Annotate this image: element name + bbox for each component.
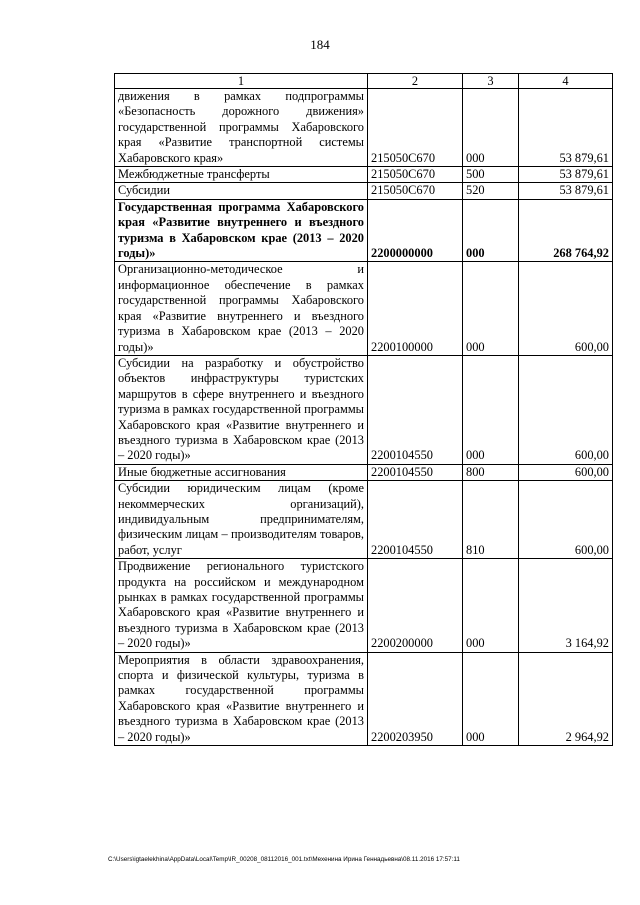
row-description: Организационно-методическое и информационное обеспечение в рамках государственной программы Хабаровского края «Развитие внутреннего и въездного туризма в Хабаровском крае (2013 – 2020 годы)»: [115, 262, 368, 355]
table-row: [115, 652, 613, 745]
row-expense-type: 800: [463, 464, 519, 480]
row-description: Субсидии: [115, 183, 368, 199]
row-amount: 600,00: [519, 262, 613, 355]
table-row: [115, 481, 613, 559]
row-target-code: 2200200000: [368, 559, 463, 652]
row-amount: 2 964,92: [519, 652, 613, 745]
row-description: Субсидии юридическим лицам (кроме некоммерческих организаций), индивидуальным предпринимателям, физическим лицам – производителям товаров, работ, услуг: [115, 481, 368, 559]
row-description: движения в рамках подпрограммы «Безопасность дорожного движения» государственной программы Хабаровского края «Развитие транспортной системы Хабаровского края»: [115, 89, 368, 167]
row-target-code: 2200104550: [368, 464, 463, 480]
column-header-4: 4: [519, 74, 613, 89]
page-number: 184: [310, 37, 330, 52]
row-target-code: 215050С670: [368, 167, 463, 183]
row-target-code: 2200203950: [368, 652, 463, 745]
row-expense-type: 000: [463, 559, 519, 652]
table-row: [115, 199, 613, 262]
row-expense-type: 520: [463, 183, 519, 199]
row-amount: 53 879,61: [519, 89, 613, 167]
row-target-code: 215050С670: [368, 183, 463, 199]
row-target-code: 2200000000: [368, 199, 463, 262]
table-row: [115, 89, 613, 167]
row-expense-type: 810: [463, 481, 519, 559]
column-header-2: 2: [368, 74, 463, 89]
row-expense-type: 000: [463, 199, 519, 262]
table-row: [115, 464, 613, 480]
column-header-3: 3: [463, 74, 519, 89]
row-amount: 600,00: [519, 355, 613, 464]
row-target-code: 2200104550: [368, 481, 463, 559]
row-description: Иные бюджетные ассигнования: [115, 464, 368, 480]
table-row: [115, 262, 613, 355]
table-header-row: [115, 74, 613, 89]
column-header-1: 1: [115, 74, 368, 89]
row-amount: 53 879,61: [519, 167, 613, 183]
row-description: Межбюджетные трансферты: [115, 167, 368, 183]
table-row: [115, 355, 613, 464]
row-amount: 268 764,92: [519, 199, 613, 262]
row-amount: 600,00: [519, 464, 613, 480]
row-target-code: 215050С670: [368, 89, 463, 167]
row-expense-type: 000: [463, 89, 519, 167]
row-target-code: 2200104550: [368, 355, 463, 464]
row-description: Государственная программа Хабаровского края «Развитие внутреннего и въездного туризма в Хабаровском крае (2013 – 2020 годы)»: [115, 199, 368, 262]
row-description: Субсидии на разработку и обустройство объектов инфраструктуры туристских маршрутов в сфере внутреннего и въездного туризма в рамках государственной программы Хабаровского края «Развитие внутреннего и въездного туризма в Хабаровском крае (2013 – 2020 годы)»: [115, 355, 368, 464]
row-amount: 600,00: [519, 481, 613, 559]
row-description: Продвижение регионального туристского продукта на российском и международном рынках в рамках государственной программы Хабаровского края «Развитие внутреннего и въездного туризма в Хабаровском крае (2013 – 2020 годы)»: [115, 559, 368, 652]
table-row: [115, 559, 613, 652]
row-expense-type: 000: [463, 652, 519, 745]
row-target-code: 2200100000: [368, 262, 463, 355]
table-body: [115, 89, 613, 746]
row-expense-type: 000: [463, 355, 519, 464]
file-path-footer: C:\Users\igtaelekhina\AppData\Local\Temp\IR_00208_08112016_001.txt\Мехенина Ирина Геннадьевна\08.11.2016 17:57:11: [108, 856, 460, 863]
row-description: Мероприятия в области здравоохранения, спорта и физической культуры, туризма в рамках государственной программы Хабаровского края «Развитие внутреннего и въездного туризма в Хабаровском крае (2013 – 2020 годы)»: [115, 652, 368, 745]
row-expense-type: 000: [463, 262, 519, 355]
row-expense-type: 500: [463, 167, 519, 183]
table-row: [115, 183, 613, 199]
table-row: [115, 167, 613, 183]
row-amount: 53 879,61: [519, 183, 613, 199]
budget-table: [114, 73, 613, 746]
row-amount: 3 164,92: [519, 559, 613, 652]
